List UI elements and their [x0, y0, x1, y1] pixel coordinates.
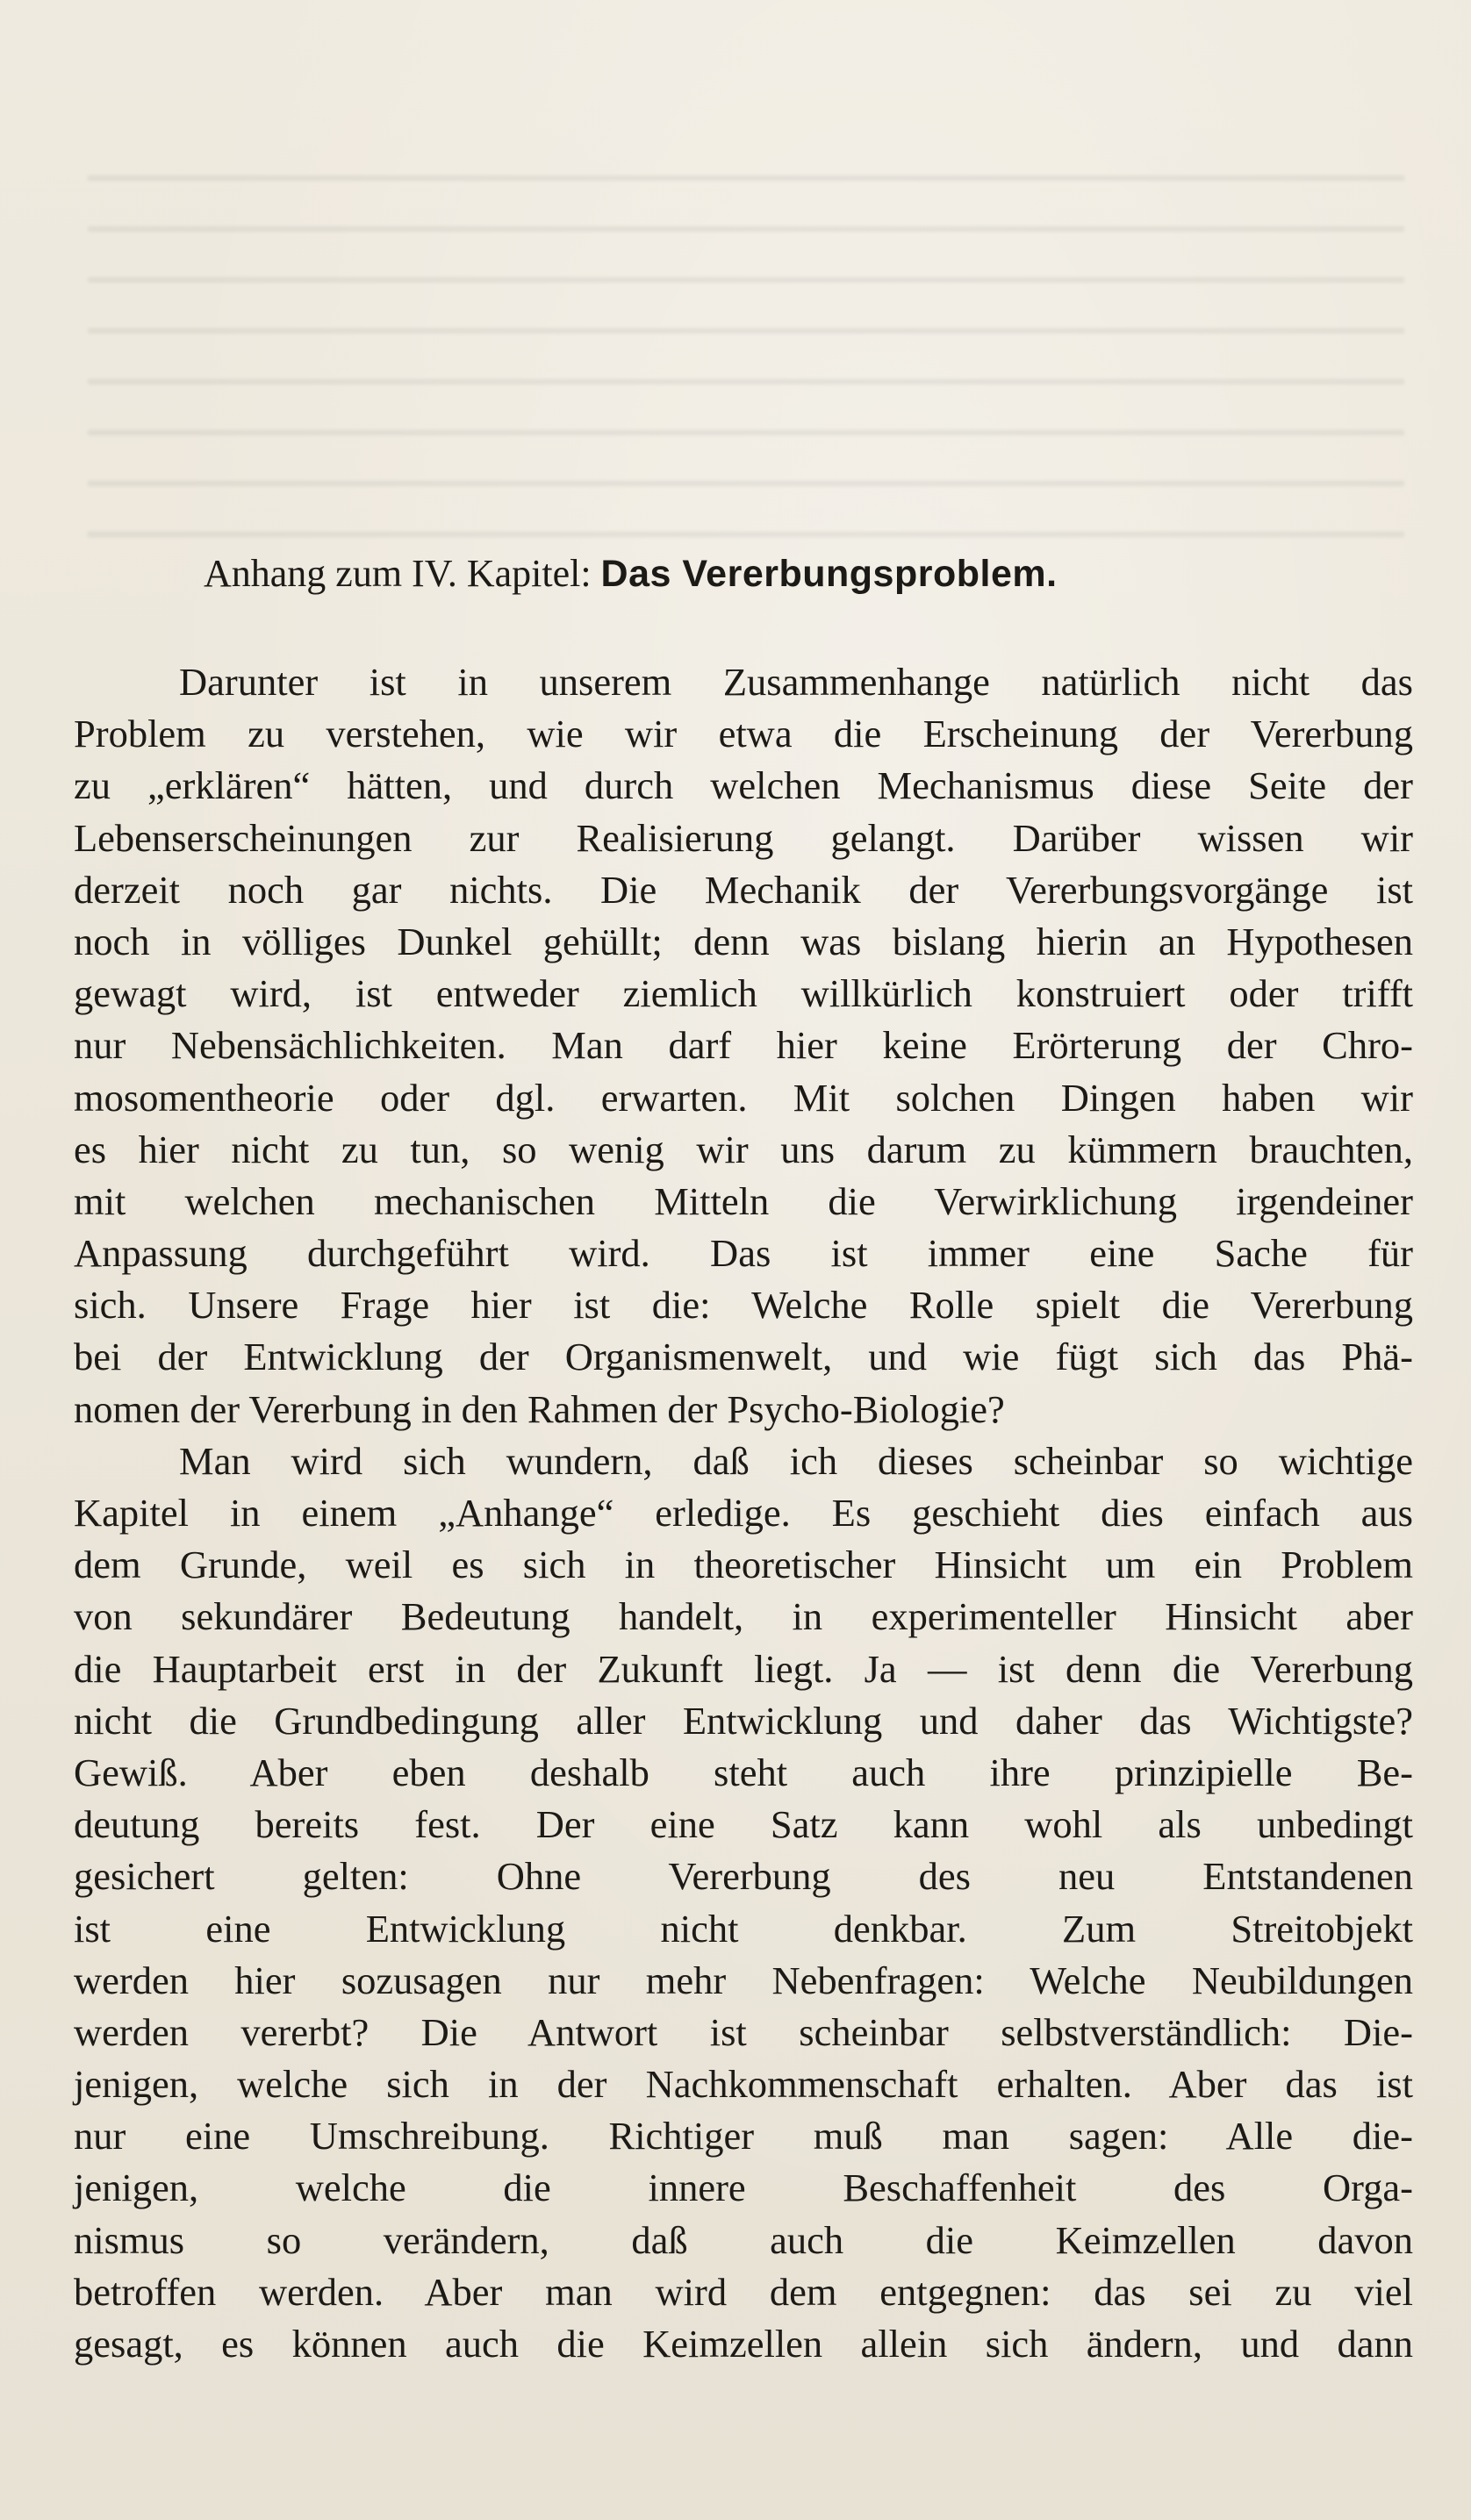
- text-line: gesichert gelten: Ohne Vererbung des neu Entstandenen: [74, 1854, 1413, 1899]
- text-line: betroffen werden. Aber man wird dem entgegnen: das sei zu viel: [74, 2269, 1413, 2314]
- text-line: zu „erklären“ hätten, und durch welchen Mechanismus diese Seite der: [74, 763, 1413, 808]
- text-line: Anpassung durchgeführt wird. Das ist immer eine Sache für: [74, 1231, 1413, 1276]
- text-line: nur eine Umschreibung. Richtiger muß man sagen: Alle die-: [74, 2114, 1413, 2158]
- text-line: mit welchen mechanischen Mitteln die Verwirklichung irgendeiner: [74, 1178, 1413, 1223]
- text-line: nomen der Vererbung in den Rahmen der Psycho-Biologie?: [74, 1386, 1005, 1431]
- text-line: Man wird sich wundern, daß ich dieses scheinbar so wichtige: [179, 1438, 1413, 1483]
- text-line: deutung bereits fest. Der eine Satz kann wohl als unbedingt: [74, 1802, 1413, 1847]
- text-line: nismus so verändern, daß auch die Keimzellen davon: [74, 2217, 1413, 2262]
- text-line: ist eine Entwicklung nicht denkbar. Zum Streitobjekt: [74, 1906, 1413, 1951]
- text-line: derzeit noch gar nichts. Die Mechanik der Vererbungsvorgänge ist: [74, 867, 1413, 912]
- chapter-heading: [204, 551, 1345, 614]
- text-line: dem Grunde, weil es sich in theoretischer Hinsicht um ein Problem: [74, 1543, 1413, 1587]
- text-line: Darunter ist in unserem Zusammenhange natürlich nicht das: [179, 660, 1413, 704]
- text-line: von sekundärer Bedeutung handelt, in experimenteller Hinsicht aber: [74, 1594, 1413, 1639]
- text-line: nur Nebensächlichkeiten. Man darf hier keine Erörterung der Chro-: [74, 1023, 1413, 1068]
- paragraph-2: [74, 1435, 1413, 2370]
- text-line: noch in völliges Dunkel gehüllt; denn was bislang hierin an Hypothesen: [74, 919, 1413, 963]
- text-line: mosomentheorie oder dgl. erwarten. Mit solchen Dingen haben wir: [74, 1075, 1413, 1120]
- paragraph-1: [74, 656, 1413, 1435]
- text-line: gesagt, es können auch die Keimzellen allein sich ändern, und dann: [74, 2322, 1413, 2366]
- text-line: bei der Entwicklung der Organismenwelt, und wie fügt sich das Phä-: [74, 1335, 1413, 1379]
- text-line: es hier nicht zu tun, so wenig wir uns darum zu kümmern brauchten,: [74, 1127, 1413, 1171]
- body-text: [74, 656, 1413, 2370]
- text-line: gewagt wird, ist entweder ziemlich willkürlich konstruiert oder trifft: [74, 971, 1413, 1016]
- text-line: Problem zu verstehen, wie wir etwa die Erscheinung der Vererbung: [74, 712, 1413, 756]
- text-line: Lebenserscheinungen zur Realisierung gelangt. Darüber wissen wir: [74, 815, 1413, 860]
- text-line: die Hauptarbeit erst in der Zukunft liegt. Ja — ist denn die Vererbung: [74, 1646, 1413, 1691]
- text-line: sich. Unsere Frage hier ist die: Welche Rolle spielt die Vererbung: [74, 1283, 1413, 1328]
- text-line: jenigen, welche sich in der Nachkommenschaft erhalten. Aber das ist: [74, 2062, 1413, 2107]
- text-line: Gewiß. Aber eben deshalb steht auch ihre prinzipielle Be-: [74, 1750, 1413, 1794]
- text-line: Kapitel in einem „Anhange“ erledige. Es geschieht dies einfach aus: [74, 1491, 1413, 1535]
- show-through-text: [88, 175, 1404, 544]
- heading-title: Das Vererbungsproblem.: [600, 553, 1058, 595]
- text-line: jenigen, welche die innere Beschaffenheit des Orga-: [74, 2166, 1413, 2210]
- text-line: werden hier sozusagen nur mehr Nebenfragen: Welche Neubildungen: [74, 1958, 1413, 2002]
- text-line: nicht die Grundbedingung aller Entwicklung und daher das Wichtigste?: [74, 1698, 1413, 1743]
- text-line: werden vererbt? Die Antwort ist scheinbar selbstverständlich: Die-: [74, 2009, 1413, 2054]
- heading-prefix: Anhang zum IV. Kapitel:: [204, 552, 592, 595]
